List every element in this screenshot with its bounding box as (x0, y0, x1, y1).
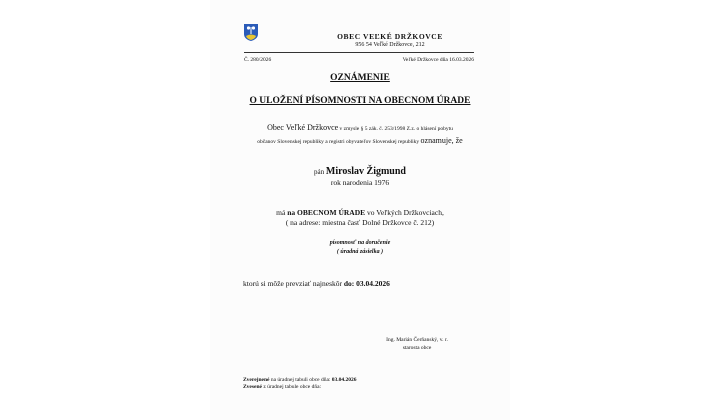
intro-legal-reference: v zmysle § 5 zák. č. 253/1998 Z.z. o hlásení pobytu (338, 126, 453, 132)
document-subtype: ( úradná zásielka ) (336, 249, 384, 255)
published-text: na úradnej tabuli obce dňa: (269, 377, 332, 383)
recipient-birth-year: rok narodenia 1976 (330, 178, 390, 187)
published-date: 03.04.2026 (331, 377, 357, 383)
recipient-line (0, 166, 720, 177)
reference-number: Č. 280/2026 (244, 57, 272, 63)
document-title: OZNÁMENIE (330, 73, 390, 83)
office-line (0, 208, 720, 217)
intro-line-1 (0, 123, 720, 132)
document-type: písomnosť na doručenie (329, 240, 391, 246)
header-divider (244, 52, 474, 53)
deadline-text: ktorú si môže prevziať najneskôr (243, 279, 344, 288)
office-location: vo Veľkých Držkovciach, (365, 208, 444, 217)
office-lead: má (276, 208, 288, 217)
recipient-name: Miroslav Žigmund (325, 166, 406, 177)
intro-municipality: Obec Veľké Držkovce (267, 123, 339, 132)
intro-line-2 (0, 136, 720, 145)
signatory-name: Ing. Marián Čerňanský, v. r. (386, 337, 448, 343)
removed-label: Zvesené (243, 384, 262, 390)
municipality-name: OBEC VEĽKÉ DRŽKOVCE (337, 32, 443, 41)
signatory-role: starosta obce (402, 345, 432, 351)
pickup-deadline (243, 279, 390, 288)
recipient-salutation: pán (314, 168, 326, 176)
office-name: na OBECNOM ÚRADE (287, 208, 366, 217)
published-label: Zverejnené (243, 377, 270, 383)
intro-registry-text: občanov Slovenskej republiky a registri obyvateľov Slovenskej republiky (257, 139, 421, 145)
office-address: ( na adrese: miestna časť Dolné Držkovce č. 212) (285, 218, 435, 227)
municipality-address: 956 54 Veľké Držkovce, 212 (355, 42, 425, 48)
removed-note (243, 384, 321, 390)
published-note (243, 377, 357, 383)
removed-text: z úradnej tabule obce dňa: (261, 384, 322, 390)
place-and-date: Veľké Držkovce dňa 16.03.2026 (402, 57, 474, 63)
document-subtitle: O ULOŽENÍ PÍSOMNOSTI NA OBECNOM ÚRADE (249, 96, 471, 106)
intro-announces: oznamuje, že (420, 136, 463, 145)
deadline-date: do: 03.04.2026 (343, 279, 390, 288)
